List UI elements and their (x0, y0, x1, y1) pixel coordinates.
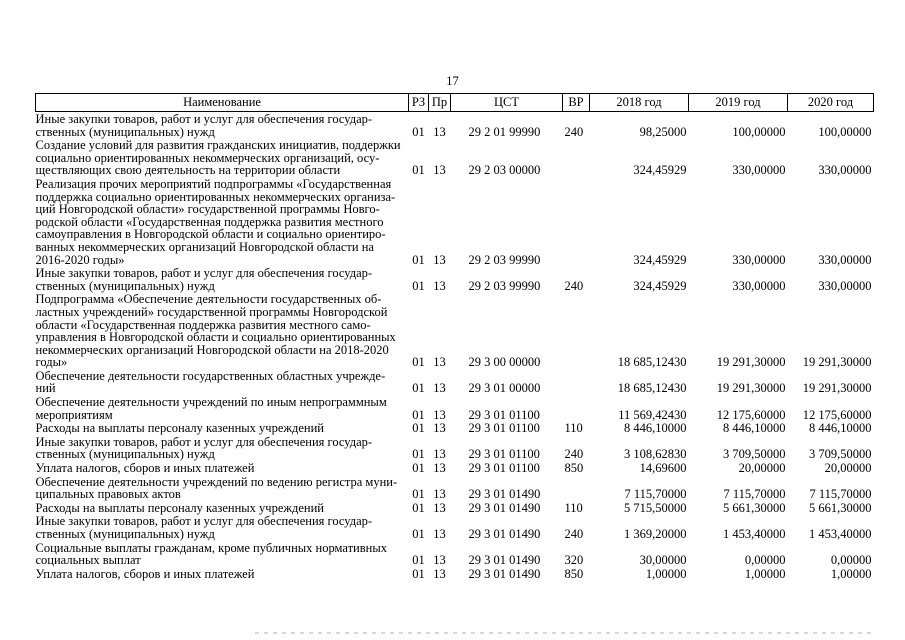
table-row (36, 461, 874, 475)
cell-vr: 240 (564, 124, 584, 139)
cell-rz: 01 (412, 381, 425, 396)
cell-2019: 20,00000 (738, 461, 786, 476)
cell-cst: 29 3 01 01490 (468, 527, 541, 541)
cell-vr: 240 (564, 447, 584, 462)
cell-rz: 01 (412, 500, 425, 515)
cell-vr (563, 395, 590, 421)
cell-2020: 7 115,70000 (809, 487, 872, 502)
cell-2020: 20,00000 (824, 461, 872, 476)
cell-2018: 11 569,42430 (618, 407, 687, 422)
cell-rz: 01 (412, 527, 425, 541)
cell-2019: 19 291,30000 (716, 381, 786, 396)
cell-name: Социальные выплаты гражданам, кроме публичных нормативных социальных выплат (35, 540, 387, 568)
cell-cst: 29 3 01 01490 (468, 500, 541, 515)
cell-2019: 3 709,50000 (723, 447, 786, 462)
cell-vr: 320 (564, 553, 584, 568)
cell-pr: 13 (433, 381, 446, 396)
header-cst: ЦСТ (451, 94, 563, 112)
cell-vr: 110 (564, 500, 583, 515)
cell-rz: 01 (412, 355, 425, 370)
cell-pr: 13 (433, 421, 446, 436)
cell-cst: 29 3 01 01100 (468, 421, 540, 436)
cell-pr: 13 (433, 278, 446, 293)
table-header-row (36, 94, 874, 112)
cell-cst: 29 3 01 00000 (468, 381, 541, 396)
cell-rz: 01 (412, 278, 425, 293)
cell-cst: 29 2 03 00000 (468, 163, 541, 178)
cell-2020: 100,00000 (818, 124, 872, 139)
cell-vr: 240 (564, 527, 584, 541)
cell-2020: 8 446,10000 (809, 421, 872, 436)
cell-pr: 13 (433, 566, 446, 581)
table-row (36, 475, 874, 501)
cell-cst: 29 3 01 01490 (468, 566, 541, 581)
cell-2019: 0,00000 (744, 553, 786, 568)
cell-name: Создание условий для развития гражданских инициатив, поддержки социально ориентированных некоммерческих организаций, осу-ществляющих свою деятельность на территории области (35, 138, 401, 178)
cell-pr: 13 (433, 252, 446, 267)
cell-2019: 330,00000 (732, 252, 786, 267)
cell-vr (563, 177, 590, 266)
cell-2018: 1,00000 (645, 566, 687, 581)
cell-pr: 13 (433, 163, 446, 178)
cell-2020: 5 661,30000 (809, 500, 872, 515)
cell-rz: 01 (412, 553, 425, 568)
cell-2020: 19 291,30000 (802, 381, 872, 396)
cell-cst: 29 3 01 01100 (468, 461, 540, 476)
cell-2020: 12 175,60000 (802, 407, 872, 422)
cell-2018: 14,69600 (639, 461, 687, 476)
cell-2020: 330,00000 (818, 163, 872, 178)
cell-vr (563, 369, 590, 395)
cell-vr: 110 (564, 421, 583, 436)
cell-vr (563, 138, 590, 177)
table-row (36, 138, 874, 177)
cell-2019: 1,00000 (744, 566, 786, 581)
table-row (36, 177, 874, 266)
cell-cst: 29 3 01 01100 (468, 447, 540, 462)
cell-cst: 29 2 03 99990 (468, 252, 541, 267)
cell-2018: 7 115,70000 (624, 487, 687, 502)
cell-vr (563, 292, 590, 369)
cell-2020: 1,00000 (830, 566, 872, 581)
cell-name: Подпрограмма «Обеспечение деятельности государственных об-ластных учреждений» государственной программы Новгородской области «Государственная поддержка развития местного само-управления в Новгородской области и социально ориентированных некоммерческих организаций Новгородской области на 2018-2020 годы» (35, 292, 396, 370)
header-2018: 2018 год (590, 94, 689, 112)
table-row (36, 541, 874, 567)
cell-2019: 1 453,40000 (723, 527, 786, 541)
table-row (36, 266, 874, 292)
cell-2018: 5 715,50000 (624, 500, 687, 515)
scan-artifact-line (255, 632, 875, 634)
cell-name: Уплата налогов, сборов и иных платежей (35, 566, 255, 581)
header-rz: РЗ (409, 94, 429, 112)
cell-name: Иные закупки товаров, работ и услуг для обеспечения государ-ственных (муниципальных) нужд (35, 112, 373, 139)
cell-2018: 18 685,12430 (617, 381, 687, 396)
cell-pr: 13 (433, 553, 446, 568)
cell-2018: 3 108,62830 (624, 447, 687, 462)
cell-2018: 30,00000 (639, 553, 687, 568)
table-row (36, 395, 874, 421)
cell-pr: 13 (433, 407, 446, 422)
cell-name: Иные закупки товаров, работ и услуг для обеспечения государ-ственных (муниципальных) нужд (35, 514, 373, 541)
cell-pr: 13 (433, 124, 446, 139)
header-vr: ВР (563, 94, 590, 112)
cell-cst: 29 3 01 01490 (468, 553, 541, 568)
cell-2020: 3 709,50000 (809, 447, 872, 462)
cell-cst: 29 2 01 99990 (468, 124, 541, 139)
cell-rz: 01 (412, 407, 425, 422)
cell-2020: 0,00000 (830, 553, 872, 568)
cell-cst: 29 3 00 00000 (468, 355, 541, 370)
cell-pr: 13 (433, 500, 446, 515)
cell-2019: 330,00000 (732, 278, 786, 293)
cell-cst: 29 3 01 01100 (468, 407, 540, 422)
cell-2019: 12 175,60000 (716, 407, 786, 422)
table-row (36, 369, 874, 395)
cell-name: Обеспечение деятельности государственных областных учрежде-ний (35, 368, 386, 396)
cell-rz: 01 (412, 461, 425, 476)
header-pr: Пр (429, 94, 451, 112)
cell-pr: 13 (433, 487, 446, 502)
page-number: 17 (446, 74, 459, 88)
cell-vr: 240 (564, 278, 584, 293)
cell-name: Иные закупки товаров, работ и услуг для обеспечения государ-ственных (муниципальных) нужд (35, 434, 373, 462)
cell-rz: 01 (412, 566, 425, 581)
cell-cst: 29 2 03 99990 (468, 278, 541, 293)
table-row (36, 421, 874, 435)
cell-2018: 1 369,20000 (624, 527, 687, 541)
cell-2019: 8 446,10000 (723, 421, 786, 436)
cell-name: Расходы на выплаты персоналу казенных учреждений (35, 421, 324, 436)
header-name: Наименование (36, 94, 409, 112)
cell-2018: 8 446,10000 (624, 421, 687, 436)
cell-2020: 330,00000 (818, 278, 872, 293)
cell-2018: 324,45929 (633, 163, 687, 178)
table-row (36, 292, 874, 369)
cell-2019: 5 661,30000 (723, 500, 786, 515)
cell-2019: 7 115,70000 (723, 487, 786, 502)
table-row (36, 501, 874, 515)
cell-2019: 100,00000 (732, 124, 786, 139)
cell-name: Реализация прочих мероприятий подпрограммы «Государственная поддержка социально ориентированных некоммерческих организа-ций Новгородской области» государственной программы Новго-родской области «Государственная поддержка развития местного самоуправления в Новгородской области и социально ориентиро-ванных некоммерческих организаций Новгородской области на 2016-2020 годы» (35, 176, 396, 267)
cell-2018: 324,45929 (633, 252, 687, 267)
cell-rz: 01 (412, 421, 425, 436)
cell-2020: 19 291,30000 (802, 355, 872, 370)
cell-2019: 19 291,30000 (716, 355, 786, 370)
cell-vr: 850 (564, 566, 584, 581)
cell-name: Обеспечение деятельности учреждений по иным непрограммным мероприятиям (35, 395, 387, 422)
cell-2020: 330,00000 (818, 252, 872, 267)
cell-2020: 1 453,40000 (809, 527, 872, 541)
cell-pr: 13 (433, 461, 446, 476)
cell-name: Обеспечение деятельности учреждений по ведению регистра муни-ципальных правовых актов (35, 474, 398, 502)
table-row (36, 435, 874, 461)
table-body (36, 112, 874, 581)
cell-2018: 98,25000 (639, 124, 687, 139)
cell-rz: 01 (412, 163, 425, 178)
cell-rz: 01 (412, 124, 425, 139)
cell-pr: 13 (433, 447, 446, 462)
cell-2018: 324,45929 (633, 278, 687, 293)
cell-name: Уплата налогов, сборов и иных платежей (35, 461, 255, 476)
cell-name: Расходы на выплаты персоналу казенных учреждений (35, 500, 324, 515)
cell-rz: 01 (412, 252, 425, 267)
header-2019: 2019 год (689, 94, 788, 112)
cell-rz: 01 (412, 487, 425, 502)
cell-rz: 01 (412, 447, 425, 462)
cell-2019: 330,00000 (732, 163, 786, 178)
cell-pr: 13 (433, 355, 446, 370)
cell-vr (563, 475, 590, 501)
cell-pr: 13 (433, 527, 446, 541)
table-row (36, 514, 874, 540)
table-row (36, 112, 874, 139)
cell-cst: 29 3 01 01490 (468, 487, 541, 502)
header-2020: 2020 год (788, 94, 874, 112)
table-row (36, 567, 874, 581)
cell-2018: 18 685,12430 (617, 355, 687, 370)
cell-vr: 850 (564, 461, 584, 476)
cell-name: Иные закупки товаров, работ и услуг для обеспечения государ-ственных (муниципальных) нужд (35, 266, 373, 293)
budget-table (35, 93, 874, 580)
